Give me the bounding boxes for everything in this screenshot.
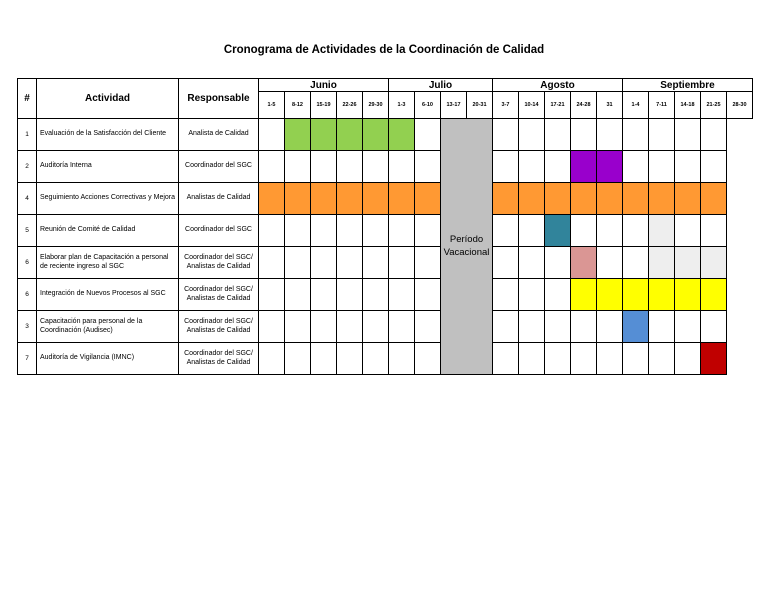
schedule-cell — [623, 279, 649, 311]
schedule-cell — [259, 343, 285, 375]
week-header: 20-31 — [467, 92, 493, 119]
schedule-cell — [259, 215, 285, 247]
schedule-cell — [701, 183, 727, 215]
schedule-cell — [571, 311, 597, 343]
activity-name: Seguimiento Acciones Correctivas y Mejora — [37, 183, 179, 215]
row-number: 1 — [18, 119, 37, 151]
table-row — [18, 279, 753, 311]
header-actividad: Actividad — [37, 79, 179, 119]
schedule-cell — [363, 279, 389, 311]
vacation-label-line1: Período — [449, 234, 484, 246]
table-row — [18, 247, 753, 279]
month-header: Agosto — [493, 79, 623, 92]
schedule-cell — [363, 119, 389, 151]
schedule-cell — [389, 183, 415, 215]
schedule-cell — [675, 151, 701, 183]
responsible-name: Analista de Calidad — [179, 119, 259, 151]
header-responsable: Responsable — [179, 79, 259, 119]
schedule-cell — [649, 343, 675, 375]
activity-name: Reunión de Comité de Calidad — [37, 215, 179, 247]
schedule-cell — [519, 119, 545, 151]
schedule-cell — [285, 215, 311, 247]
week-header: 7-11 — [649, 92, 675, 119]
schedule-cell — [337, 215, 363, 247]
schedule-cell — [545, 215, 571, 247]
schedule-cell — [519, 247, 545, 279]
schedule-cell — [597, 183, 623, 215]
schedule-cell — [285, 343, 311, 375]
schedule-cell — [285, 183, 311, 215]
schedule-cell — [389, 119, 415, 151]
row-number: 6 — [18, 279, 37, 311]
week-header: 13-17 — [441, 92, 467, 119]
schedule-cell — [701, 311, 727, 343]
week-header: 22-26 — [337, 92, 363, 119]
schedule-table — [17, 78, 753, 375]
schedule-cell — [311, 151, 337, 183]
vacation-label-line2: Vacacional — [443, 246, 490, 258]
schedule-cell — [337, 247, 363, 279]
week-header: 31 — [597, 92, 623, 119]
schedule-cell — [597, 119, 623, 151]
week-header: 1-5 — [259, 92, 285, 119]
activity-name: Elaborar plan de Capacitación a personal de reciente ingreso al SGC — [37, 247, 179, 279]
week-header: 1-4 — [623, 92, 649, 119]
week-header: 17-21 — [545, 92, 571, 119]
week-header: 1-3 — [389, 92, 415, 119]
schedule-cell — [701, 215, 727, 247]
schedule-cell — [571, 279, 597, 311]
week-header: 10-14 — [519, 92, 545, 119]
schedule-cell — [285, 151, 311, 183]
schedule-cell — [675, 183, 701, 215]
week-header: 24-28 — [571, 92, 597, 119]
schedule-cell — [259, 247, 285, 279]
schedule-cell — [363, 311, 389, 343]
row-number: 4 — [18, 183, 37, 215]
schedule-cell — [545, 279, 571, 311]
row-number: 2 — [18, 151, 37, 183]
schedule-cell — [571, 183, 597, 215]
schedule-cell — [649, 247, 675, 279]
schedule-cell — [493, 215, 519, 247]
schedule-cell — [285, 247, 311, 279]
schedule-cell — [389, 215, 415, 247]
week-header: 8-12 — [285, 92, 311, 119]
activity-name: Integración de Nuevos Procesos al SGC — [37, 279, 179, 311]
schedule-cell — [597, 279, 623, 311]
schedule-cell — [363, 151, 389, 183]
schedule-cell — [493, 279, 519, 311]
schedule-cell — [571, 343, 597, 375]
schedule-cell — [701, 247, 727, 279]
schedule-cell — [623, 311, 649, 343]
header-num: # — [18, 79, 37, 119]
schedule-cell — [363, 343, 389, 375]
vacation-period — [441, 119, 493, 375]
schedule-cell — [311, 311, 337, 343]
week-header: 21-25 — [701, 92, 727, 119]
table-row — [18, 343, 753, 375]
schedule-cell — [389, 343, 415, 375]
schedule-cell — [519, 343, 545, 375]
schedule-cell — [493, 119, 519, 151]
month-header: Junio — [259, 79, 389, 92]
schedule-cell — [337, 343, 363, 375]
schedule-cell — [311, 343, 337, 375]
schedule-cell — [415, 215, 441, 247]
schedule-cell — [597, 151, 623, 183]
schedule-cell — [311, 119, 337, 151]
schedule-cell — [415, 247, 441, 279]
responsible-name: Coordinador del SGC/ Analistas de Calidad — [179, 247, 259, 279]
responsible-name: Coordinador del SGC/ Analistas de Calidad — [179, 279, 259, 311]
schedule-cell — [623, 215, 649, 247]
schedule-cell — [623, 247, 649, 279]
schedule-cell — [363, 247, 389, 279]
schedule-cell — [519, 183, 545, 215]
responsible-name: Coordinador del SGC/ Analistas de Calidad — [179, 311, 259, 343]
schedule-cell — [597, 247, 623, 279]
schedule-cell — [623, 119, 649, 151]
schedule-cell — [415, 151, 441, 183]
table-row — [18, 183, 753, 215]
schedule-cell — [545, 247, 571, 279]
month-header: Julio — [389, 79, 493, 92]
responsible-name: Coordinador del SGC — [179, 151, 259, 183]
schedule-cell — [519, 151, 545, 183]
schedule-cell — [545, 343, 571, 375]
week-header: 3-7 — [493, 92, 519, 119]
responsible-name: Coordinador del SGC — [179, 215, 259, 247]
schedule-cell — [623, 183, 649, 215]
schedule-cell — [363, 183, 389, 215]
schedule-cell — [649, 119, 675, 151]
schedule-cell — [519, 215, 545, 247]
schedule-cell — [649, 183, 675, 215]
schedule-cell — [285, 119, 311, 151]
schedule-cell — [675, 279, 701, 311]
schedule-cell — [675, 119, 701, 151]
schedule-cell — [545, 183, 571, 215]
row-number: 6 — [18, 247, 37, 279]
row-number: 5 — [18, 215, 37, 247]
schedule-cell — [389, 279, 415, 311]
schedule-cell — [311, 215, 337, 247]
schedule-cell — [415, 119, 441, 151]
schedule-cell — [415, 343, 441, 375]
schedule-cell — [701, 343, 727, 375]
schedule-cell — [389, 247, 415, 279]
schedule-cell — [545, 151, 571, 183]
schedule-cell — [311, 247, 337, 279]
schedule-cell — [623, 343, 649, 375]
schedule-cell — [571, 119, 597, 151]
schedule-cell — [649, 215, 675, 247]
schedule-cell — [597, 215, 623, 247]
schedule-cell — [259, 151, 285, 183]
schedule-cell — [259, 279, 285, 311]
schedule-cell — [493, 343, 519, 375]
schedule-cell — [337, 183, 363, 215]
schedule-cell — [675, 215, 701, 247]
schedule-cell — [285, 279, 311, 311]
schedule-cell — [493, 247, 519, 279]
week-header: 15-19 — [311, 92, 337, 119]
schedule-cell — [337, 311, 363, 343]
week-header: 14-18 — [675, 92, 701, 119]
schedule-cell — [597, 343, 623, 375]
page-title: Cronograma de Actividades de la Coordinación de Calidad — [223, 44, 545, 56]
schedule-cell — [389, 151, 415, 183]
table-row — [18, 119, 753, 151]
week-header: 29-30 — [363, 92, 389, 119]
activity-name: Evaluación de la Satisfacción del Cliente — [37, 119, 179, 151]
schedule-cell — [571, 215, 597, 247]
schedule-cell — [701, 151, 727, 183]
schedule-cell — [337, 151, 363, 183]
schedule-cell — [571, 247, 597, 279]
schedule-cell — [415, 311, 441, 343]
schedule-cell — [493, 151, 519, 183]
activity-name: Capacitación para personal de la Coordinación (Audisec) — [37, 311, 179, 343]
schedule-cell — [597, 311, 623, 343]
schedule-cell — [389, 311, 415, 343]
table-row — [18, 311, 753, 343]
week-header: 28-30 — [727, 92, 753, 119]
schedule-cell — [519, 279, 545, 311]
schedule-cell — [545, 119, 571, 151]
schedule-cell — [675, 311, 701, 343]
schedule-cell — [519, 311, 545, 343]
schedule-cell — [675, 343, 701, 375]
schedule-cell — [415, 183, 441, 215]
schedule-cell — [675, 247, 701, 279]
schedule-cell — [363, 215, 389, 247]
table-row — [18, 215, 753, 247]
schedule-cell — [649, 151, 675, 183]
table-row — [18, 151, 753, 183]
activity-name: Auditoría de Vigilancia (IMNC) — [37, 343, 179, 375]
schedule-cell — [311, 279, 337, 311]
schedule-cell — [337, 279, 363, 311]
schedule-cell — [701, 279, 727, 311]
schedule-cell — [701, 119, 727, 151]
schedule-cell — [623, 151, 649, 183]
schedule-cell — [493, 183, 519, 215]
schedule-cell — [649, 279, 675, 311]
schedule-cell — [571, 151, 597, 183]
schedule-cell — [337, 119, 363, 151]
schedule-cell — [649, 311, 675, 343]
activity-name: Auditoría Interna — [37, 151, 179, 183]
schedule-cell — [493, 311, 519, 343]
responsible-name: Coordinador del SGC/ Analistas de Calidad — [179, 343, 259, 375]
schedule-cell — [259, 183, 285, 215]
row-number: 3 — [18, 311, 37, 343]
week-header: 6-10 — [415, 92, 441, 119]
month-header: Septiembre — [623, 79, 753, 92]
responsible-name: Analistas de Calidad — [179, 183, 259, 215]
schedule-cell — [285, 311, 311, 343]
schedule-cell — [259, 119, 285, 151]
schedule-cell — [311, 183, 337, 215]
schedule-cell — [259, 311, 285, 343]
schedule-cell — [545, 311, 571, 343]
schedule-cell — [415, 279, 441, 311]
row-number: 7 — [18, 343, 37, 375]
